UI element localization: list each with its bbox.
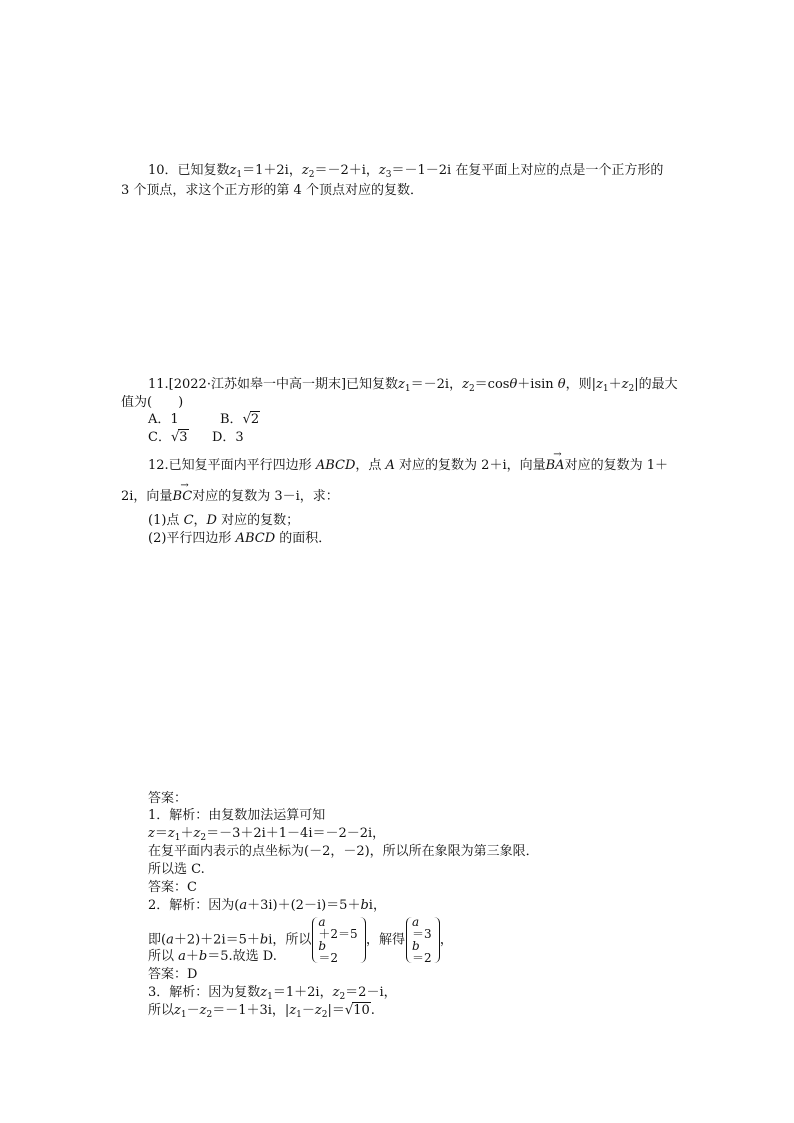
answer-2-line-3: 所以 a＋b＝5.故选 D. bbox=[148, 949, 277, 964]
q12-line-1: 12.已知复平面内平行四边形 ABCD，点 A 对应的复数为 2＋i，向量→ BA对应的复数为 1＋ bbox=[148, 458, 668, 474]
q11-line-2: 值为( ) bbox=[121, 395, 184, 410]
q11-option-a: A．1 bbox=[148, 412, 179, 427]
answer-3-line-1: 3．解析：因为复数$z_1=1+2i$，$z_2=2-i$， bbox=[148, 985, 397, 1002]
answers-title: 答案： bbox=[148, 791, 188, 806]
answer-1-line-3: 在复平面内表示的点坐标为(－2，－2)，所以所在象限为第三象限． bbox=[148, 844, 539, 859]
solution-system: a ＝3 b ＝2 bbox=[405, 916, 432, 964]
answer-1-line-1: 1．解析：由复数加法运算可知 bbox=[148, 808, 326, 823]
equation-system: a ＋2＝5 b ＝2 bbox=[311, 916, 357, 964]
q11-option-b: B．√2 bbox=[220, 412, 260, 427]
q11-line-1: 11.[2022·江苏如皋一中高一期末]已知复数$z_1=-2i$，$z_2=\cos\theta+isin$ θ，则$|z_1+z_2|$的最大 bbox=[148, 377, 678, 394]
q11-option-d: D．3 bbox=[212, 430, 244, 445]
q12-sub-1: (1)点 C，D 对应的复数； bbox=[148, 513, 300, 528]
q10-line-1: 10．已知复数$z_1=1+2i$，$z_2=-2+i$，$z_3=-1-2i$ 在复平面上对应的点是一个正方形的 bbox=[148, 163, 664, 180]
answer-1-line-2: $z=z_1+z_2=-3+2i+1-4i=-2-2i$， bbox=[148, 826, 386, 843]
answer-2-line-1: 2．解析：因为(a＋3i)＋(2－i)＝5＋bi， bbox=[148, 898, 386, 913]
answer-2-result: 答案：D bbox=[148, 967, 198, 982]
answer-2-line-2: 即(a＋2)＋2i＝5＋bi，所以 a ＋2＝5 b ＝2 ，解得 a ＝3 b ＝2 ， bbox=[148, 915, 453, 965]
q12-line-2: 2i，向量→ BC对应的复数为 3－i，求： bbox=[121, 489, 339, 505]
answer-1-result: 答案：C bbox=[148, 880, 197, 895]
answer-1-line-4: 所以选 C. bbox=[148, 862, 205, 877]
q12-sub-2: (2)平行四边形 ABCD 的面积． bbox=[148, 531, 332, 546]
answer-3-line-2: 所以$z_1-z_2=-1+3i$，$|z_1-z_2|=√10$. bbox=[148, 1003, 375, 1020]
q11-option-c: C．√3 bbox=[148, 430, 188, 445]
q10-line-2: 3 个顶点，求这个正方形的第 4 个顶点对应的复数． bbox=[121, 183, 423, 198]
